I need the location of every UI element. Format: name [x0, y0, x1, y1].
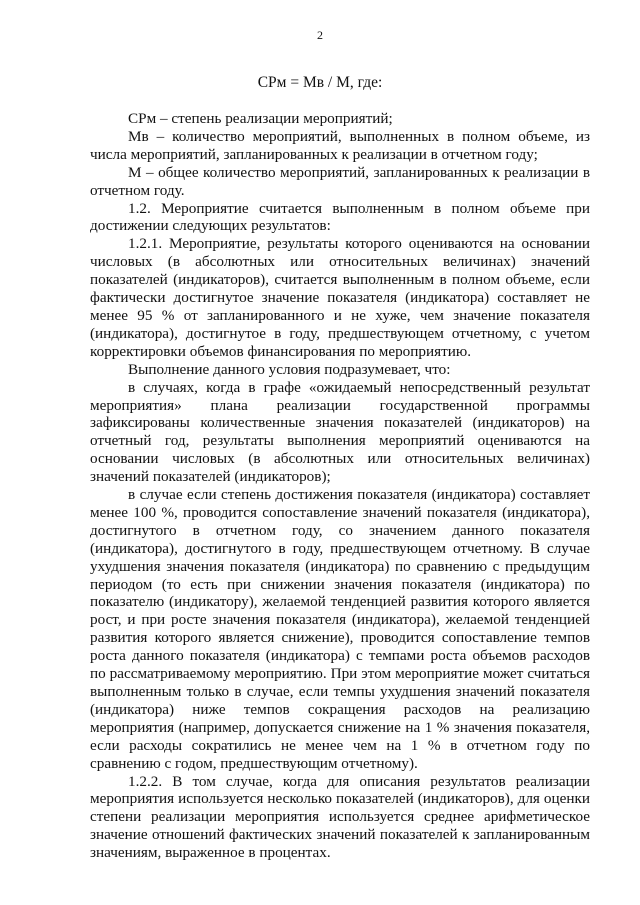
definition-srm: СРм – степень реализации мероприятий; [128, 110, 393, 127]
clause-1-2-2: 1.2.2. В том случае, когда для описания результатов реализации мероприятия используется несколько показателей (индикаторов), для оценки степени реализации мероприятия используется среднее арифметическое значение отношений фактических значений показателей к запланированным значениям, выраженное в процентах. [90, 772, 590, 862]
condition-intro: Выполнение данного условия подразумевает, что: [128, 360, 451, 378]
definition-m: М – общее количество мероприятий, запланированных к реализации в отчетном году. [90, 163, 590, 199]
clause-1-2-1: 1.2.1. Мероприятие, результаты которого оцениваются на основании числовых (в абсолютных или относительных величинах) значений показателей (индикаторов), считается выполненным в полном объеме, если фактически достигнутое значение показателя (индикатора) составляет не менее 95 % от запланированного и не хуже, чем значение показателя (индикатора), достигнутое в году, предшествующем отчетному, с учетом корректировки объемов финансирования по мероприятию. [90, 235, 590, 360]
page-number: 2 [317, 28, 323, 42]
definition-mv: Мв – количество мероприятий, выполненных в полном объеме, из числа мероприятий, запланированных к реализации в отчетном году; [90, 127, 590, 163]
document-body [90, 110, 590, 862]
clause-1-2: 1.2. Мероприятие считается выполненным в полном объеме при достижении следующих результатов: [90, 199, 590, 235]
condition-numeric-values: в случаях, когда в графе «ожидаемый непосредственный результат мероприятия» плана реализации государственной программы зафиксированы количественные значения показателей (индикаторов) на отчетный год, результаты выполнения мероприятий оцениваются на основании числовых (в абсолютных или относительных величинах) значений показателей (индикаторов); [90, 378, 590, 486]
formula: СРм = Мв / М, где: [257, 74, 383, 91]
condition-below-100: в случае если степень достижения показателя (индикатора) составляет менее 100 %, проводится сопоставление значений показателя (индикатора), достигнутого в отчетном году, со значением данного показателя (индикатора), достигнутого в году, предшествующем отчетному. В случае ухудшения значения показателя (индикатора) по сравнению с предыдущим периодом (то есть при снижении значения показателя (индикатора) по показателю (индикатору), желаемой тенденцией развития которого является рост, и при росте значения показателя (индикатора), желаемой тенденцией развития которого является снижение), проводится сопоставление темпов роста данного показателя (индикатора) с темпами роста объемов расходов по рассматриваемому мероприятию. При этом мероприятие может считаться выполненным только в случае, если темпы ухудшения значений показателя (индикатора) ниже темпов сокращения расходов на реализацию мероприятия (например, допускается снижение на 1 % значения показателя, если расходы сократились не менее чем на 1 % в отчетном году по сравнению с годом, предшествующим отчетному). [90, 486, 590, 772]
